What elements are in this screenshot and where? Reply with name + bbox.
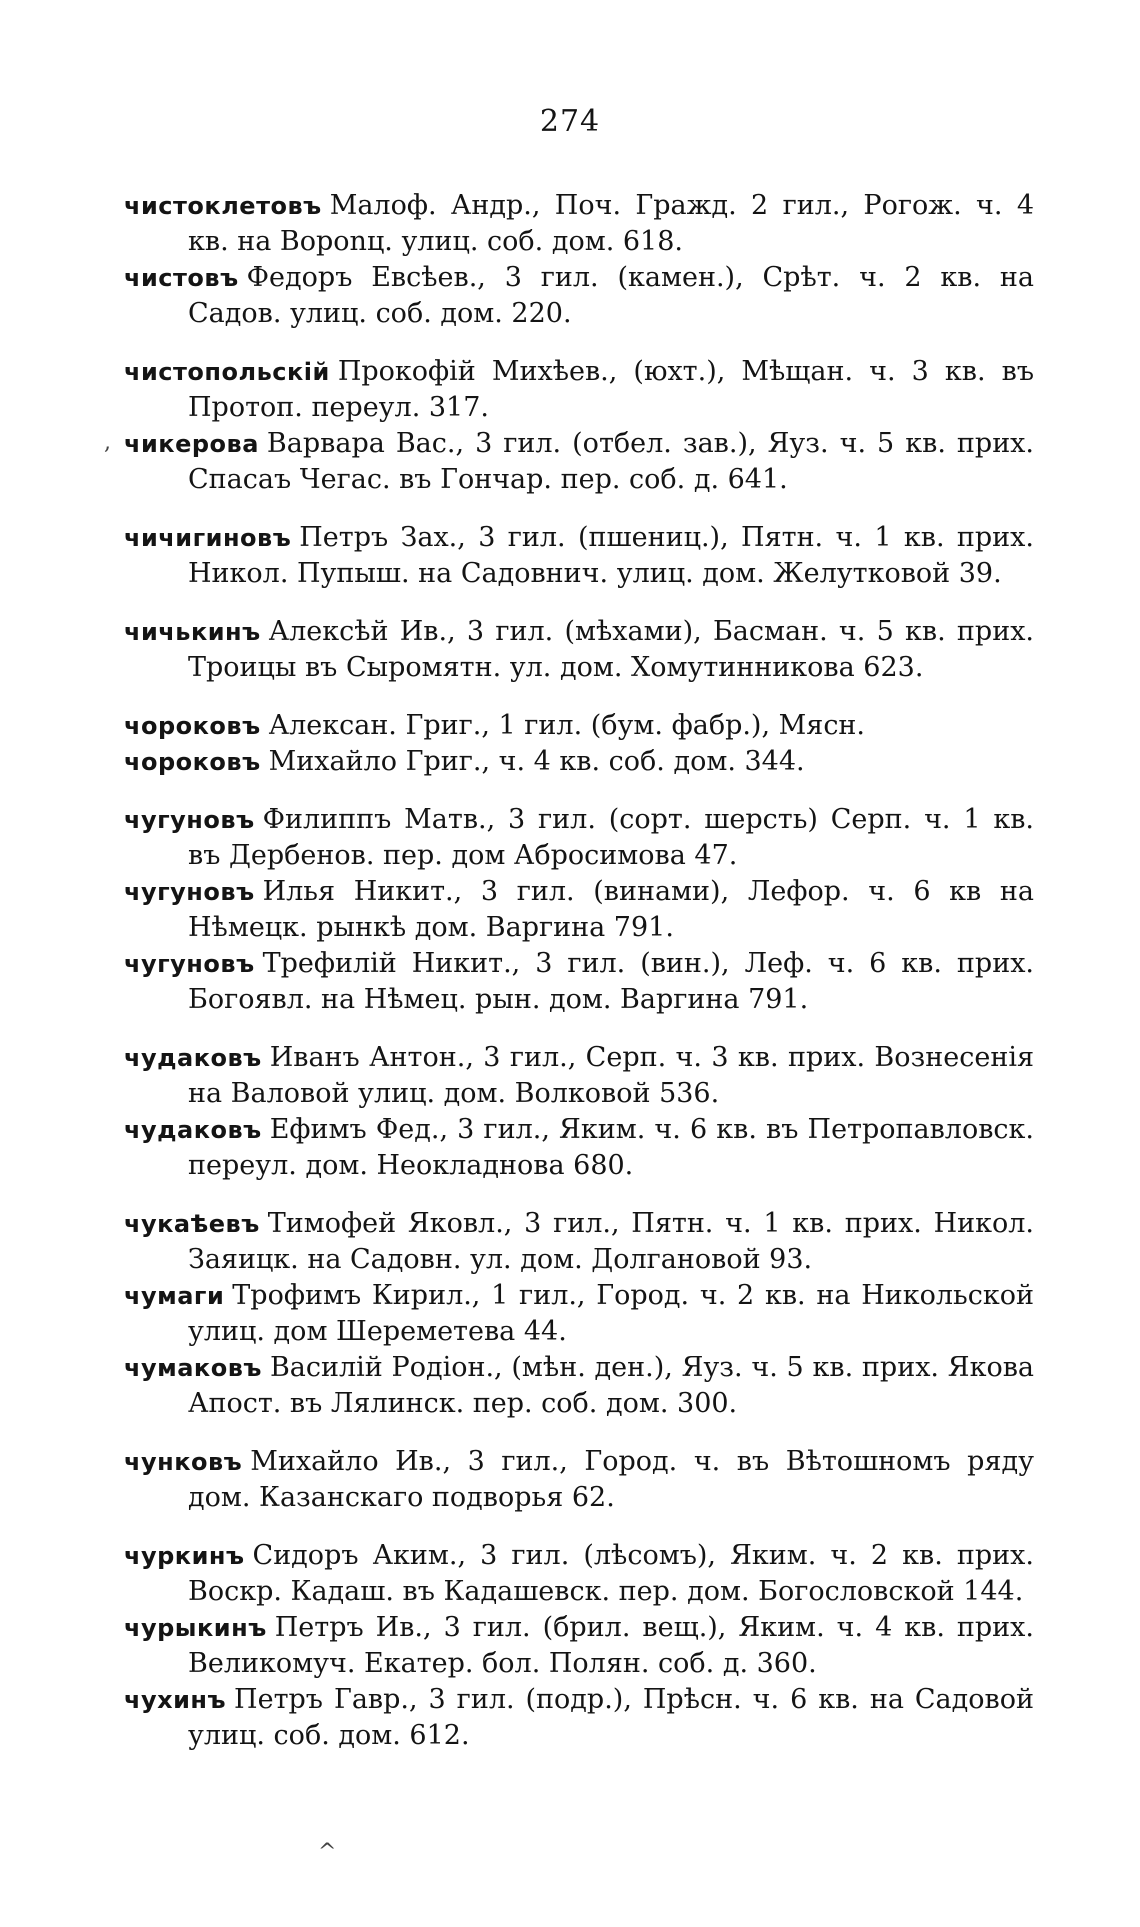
entry-surname: чукаѣевъ — [124, 1210, 260, 1238]
entry-surname: чудаковъ — [124, 1116, 262, 1144]
entry-details: Трефилій Никит., 3 гил. (вин.), Леф. ч. 6 кв. прих. Богоявл. на Нѣмец. рын. дом. Варгина 791. — [188, 948, 1034, 1015]
directory-entry — [124, 874, 1034, 946]
entry-details: Трофимъ Кирил., 1 гил., Город. ч. 2 кв. на Никольской улиц. дом Шереметева 44. — [188, 1280, 1034, 1347]
entry-surname: чороковъ — [124, 748, 261, 776]
entry-details: Петръ Зах., 3 гил. (пшениц.), Пятн. ч. 1 кв. прих. Никол. Пупыш. на Садовнич. улиц. дом. Желутковой 39. — [188, 522, 1034, 589]
directory-entry — [124, 802, 1034, 874]
directory-entry — [124, 1350, 1034, 1422]
entry-surname: чугуновъ — [124, 806, 255, 834]
directory-entry — [124, 614, 1034, 686]
entry-details: Иванъ Антон., 3 гил., Серп. ч. 3 кв. прих. Вознесенія на Валовой улиц. дом. Волковой 536. — [188, 1042, 1034, 1109]
directory-entry — [124, 946, 1034, 1018]
entry-details: Малоф. Андр., Поч. Гражд. 2 гил., Рогож. ч. 4 кв. на Ворonц. улиц. соб. дом. 618. — [188, 190, 1034, 257]
directory-entry — [124, 1206, 1034, 1278]
entry-details: Михайло Ив., 3 гил., Город. ч. въ Вѣтошномъ ряду дом. Казанскаго подворья 62. — [188, 1446, 1034, 1513]
directory-entries — [124, 188, 1034, 1754]
directory-entry — [124, 426, 1034, 498]
directory-entry — [124, 1538, 1034, 1610]
entry-details: Илья Никит., 3 гил. (винами), Лефор. ч. 6 кв на Нѣмецк. рынкѣ дом. Варгина 791. — [188, 876, 1034, 943]
directory-entry — [124, 1682, 1034, 1754]
entry-details: Прокофій Михѣев., (юхт.), Мѣщан. ч. 3 кв. въ Протоп. переул. 317. — [188, 356, 1034, 423]
directory-entry — [124, 1112, 1034, 1184]
directory-entry — [124, 744, 1034, 780]
entry-surname: чумаковъ — [124, 1354, 262, 1382]
entry-surname: чумаги — [124, 1282, 225, 1310]
entry-details: Алексѣй Ив., 3 гил. (мѣхами), Басман. ч. 5 кв. прих. Троицы въ Сыромятн. ул. дом. Хомутинникова 623. — [188, 616, 1034, 683]
entry-details: Тимофей Яковл., 3 гил., Пятн. ч. 1 кв. прих. Никол. Заяицк. на Садовн. ул. дом. Долгановой 93. — [188, 1208, 1034, 1275]
entry-surname: чистовъ — [124, 264, 239, 292]
entry-surname: чугуновъ — [124, 950, 255, 978]
directory-entry — [124, 1610, 1034, 1682]
entry-details: Петръ Ив., 3 гил. (брил. вещ.), Яким. ч. 4 кв. прих. Великомуч. Екатер. бол. Полян. соб. д. 360. — [188, 1612, 1034, 1679]
entry-surname: чунковъ — [124, 1448, 243, 1476]
entry-details: Ефимъ Фед., 3 гил., Яким. ч. 6 кв. въ Петропавловск. переул. дом. Неокладнова 680. — [188, 1114, 1034, 1181]
directory-entry — [124, 188, 1034, 260]
directory-entry — [124, 1278, 1034, 1350]
directory-entry — [124, 354, 1034, 426]
entry-details: Михайло Григ., ч. 4 кв. соб. дом. 344. — [268, 746, 805, 777]
entry-details: Алексан. Григ., 1 гил. (бум. фабр.), Мясн. — [268, 710, 866, 741]
entry-details: Варвара Вас., 3 гил. (отбел. зав.), Яуз. ч. 5 кв. прих. Спасаъ Чегас. въ Гончар. пер. соб. д. 641. — [188, 428, 1034, 495]
entry-surname: чугуновъ — [124, 878, 255, 906]
entry-surname: чичькинъ — [124, 618, 261, 646]
print-mark: , — [104, 430, 111, 455]
page-number: 274 — [539, 104, 601, 139]
entry-details: Сидоръ Аким., 3 гил. (лѣсомъ), Яким. ч. 2 кв. прих. Воскр. Кадаш. въ Кадашевск. пер. дом. Богословской 144. — [188, 1540, 1034, 1607]
entry-details: Филиппъ Матв., 3 гил. (сорт. шерсть) Серп. ч. 1 кв. въ Дербенов. пер. дом Абросимова 47. — [188, 804, 1034, 871]
entry-surname: чистопольскій — [124, 358, 330, 386]
entry-surname: чистоклетовъ — [124, 192, 322, 220]
directory-entry — [124, 520, 1034, 592]
directory-entry — [124, 708, 1034, 744]
directory-entry — [124, 260, 1034, 332]
entry-surname: чудаковъ — [124, 1044, 262, 1072]
entry-surname: чичигиновъ — [124, 524, 292, 552]
entry-surname: чикерова — [124, 430, 259, 458]
entry-surname: чороковъ — [124, 712, 261, 740]
directory-entry — [124, 1444, 1034, 1516]
entry-surname: чухинъ — [124, 1686, 227, 1714]
entry-details: Василій Родіон., (мѣн. ден.), Яуз. ч. 5 кв. прих. Якова Апост. въ Лялинск. пер. соб. дом. 300. — [188, 1352, 1034, 1419]
entry-details: Федоръ Евсѣев., 3 гил. (камен.), Срѣт. ч. 2 кв. на Садов. улиц. соб. дом. 220. — [188, 262, 1034, 329]
entry-surname: чуркинъ — [124, 1542, 245, 1570]
directory-entry — [124, 1040, 1034, 1112]
entry-surname: чурыкинъ — [124, 1614, 267, 1642]
print-mark: ^ — [318, 1840, 337, 1865]
entry-details: Петръ Гавр., 3 гил. (подр.), Прѣсн. ч. 6 кв. на Садовой улиц. соб. дом. 612. — [188, 1684, 1034, 1751]
